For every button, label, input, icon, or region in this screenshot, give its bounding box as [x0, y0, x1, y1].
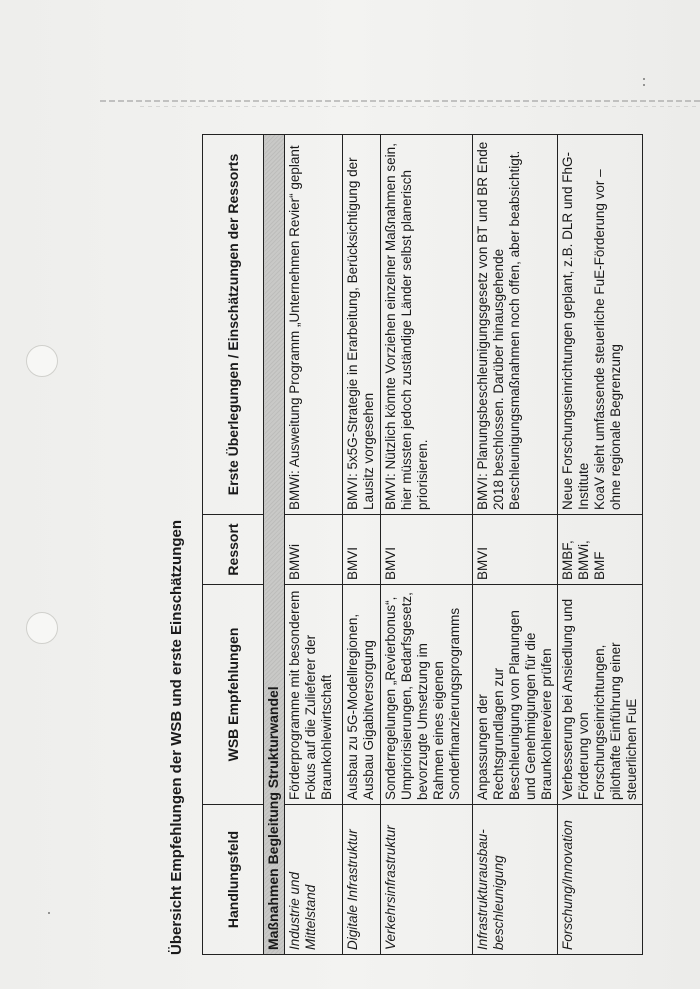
table-row — [285, 135, 343, 955]
field-cell: Forschung/Innovation — [558, 805, 643, 955]
scan-speck — [48, 912, 50, 914]
punch-hole — [26, 345, 58, 377]
table-row — [558, 135, 643, 955]
wsb-cell: Anpassungen der Rechtsgrundlagen zur Beschleunigung von Planungen und Genehmigungen für die Braunkohlereviere prüfen — [473, 585, 558, 805]
field-cell: Digitale Infrastruktur — [343, 805, 381, 955]
field-cell: Infrastrukturausbau- beschleunigung — [473, 805, 558, 955]
ressort-cell: BMVI — [473, 515, 558, 585]
field-cell: Industrie und Mittelstand — [285, 805, 343, 955]
wsb-cell: Sonderregelungen „Revierbonus“, Umpriorisierungen, Bedarfsgesetz, bevorzugte Umsetzung im Rahmen eines eigenen Sonderfinanzierungsprogramms — [381, 585, 473, 805]
ressort-cell: BMVI — [343, 515, 381, 585]
table-header-row — [203, 135, 264, 955]
assessment-cell: BMWi: Ausweitung Programm „Unternehmen Revier“ geplant — [285, 135, 343, 515]
scan-speck — [643, 78, 645, 80]
assessment-cell: BMVI: Planungsbeschleunigungsgesetz von BT und BR Ende 2018 beschlossen. Darüber hinausgehende Beschleunigungsmaßnahmen noch offen, aber beabsichtigt. — [473, 135, 558, 515]
header-wsb: WSB Empfehlungen — [203, 585, 264, 805]
document-title: Übersicht Empfehlungen der WSB und erste Einschätzungen — [168, 519, 185, 955]
header-field: Handlungsfeld — [203, 805, 264, 955]
header-assessment: Erste Überlegungen / Einschätzungen der Ressorts — [203, 135, 264, 515]
assessment-cell: Neue Forschungseinrichtungen geplant, z.B. DLR und FhG-Institute KoaV sieht umfassende steuerliche FuE-Förderung vor – ohne regionale Begrenzung — [558, 135, 643, 515]
ressort-cell: BMBF, BMWi, BMF — [558, 515, 643, 585]
header-ressort: Ressort — [203, 515, 264, 585]
table-row — [343, 135, 381, 955]
section-label: Maßnahmen Begleitung Strukturwandel — [264, 135, 285, 955]
table-row — [473, 135, 558, 955]
wsb-cell: Ausbau zu 5G-Modellregionen, Ausbau Gigabitversorgung — [343, 585, 381, 805]
table-row — [381, 135, 473, 955]
scan-speck — [643, 84, 645, 86]
scan-artifact-line — [140, 106, 700, 107]
rotated-document — [160, 135, 639, 955]
assessment-cell: BMVI: 5x5G-Strategie in Erarbeitung, Berücksichtigung der Lausitz vorgesehen — [343, 135, 381, 515]
ressort-cell: BMVI — [381, 515, 473, 585]
punch-hole — [26, 612, 58, 644]
wsb-cell: Verbesserung bei Ansiedlung und Förderung von Forschungseinrichtungen, pilothafte Einführung einer steuerlichen FuE — [558, 585, 643, 805]
scan-artifact-line — [100, 100, 700, 102]
assessment-cell: BMVI: Nützlich könnte Vorziehen einzelner Maßnahmen sein, hier müssten jedoch zuständige Länder selbst planerisch priorisieren. — [381, 135, 473, 515]
wsb-cell: Förderprogramme mit besonderem Fokus auf die Zulieferer der Braunkohlewirtschaft — [285, 585, 343, 805]
recommendations-table — [202, 134, 643, 955]
field-cell: Verkehrsinfrastruktur — [381, 805, 473, 955]
ressort-cell: BMWi — [285, 515, 343, 585]
section-row — [264, 135, 285, 955]
